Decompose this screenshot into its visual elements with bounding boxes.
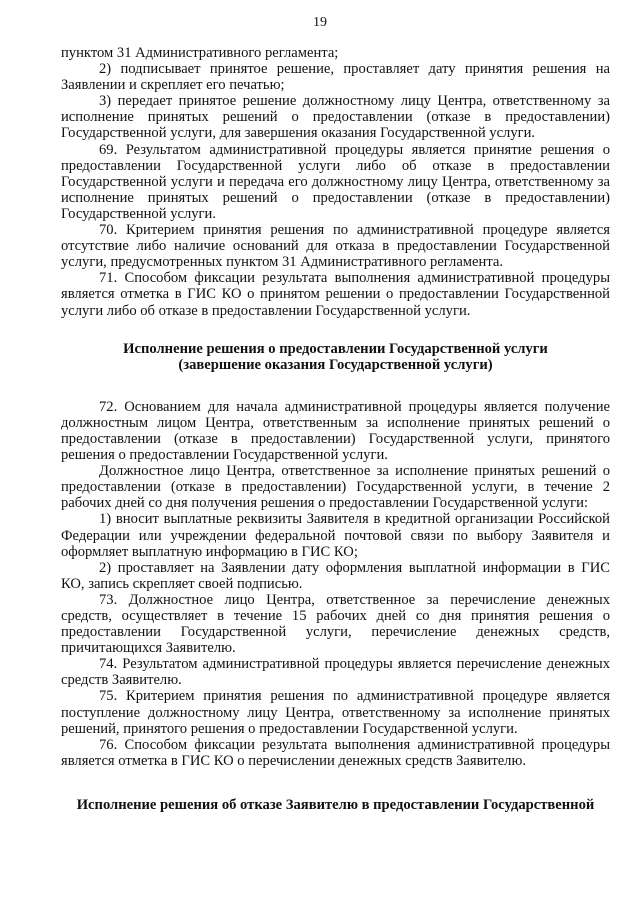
paragraph-item-3: 3) передает принятое решение должностному лицу Центра, ответственному за исполнение принятых решений о предоставлении (отказе в предоставлении) Государственной услуги, для завершения оказания Государственной услуги. <box>61 93 610 142</box>
paragraph-71: 71. Способом фиксации результата выполнения административной процедуры является отметка в ГИС КО о принятом решении о предоставлении Государственной услуги либо об отказе в предоставлении Государственной услуги. <box>61 270 610 319</box>
section-heading-line-2: (завершение оказания Государственной услуги) <box>178 357 493 374</box>
spacer <box>61 319 610 341</box>
paragraph-72-responsible: Должностное лицо Центра, ответственное за исполнение принятых решений о предоставлении (отказе в предоставлении) Государственной услуги, в течение 2 рабочих дней со дня получения решения о предоставлении Государственной услуги: <box>61 463 610 512</box>
paragraph-item-2: 2) подписывает принятое решение, проставляет дату принятия решения на Заявлении и скрепляет его печатью; <box>61 61 610 94</box>
spacer <box>61 769 610 797</box>
paragraph-72: 72. Основанием для начала административной процедуры является получение должностным лицом Центра, ответственным за исполнение принятых решений о предоставлении (отказе в предоставлении) Государственной услуги, принятого решения о предоставлении Государственной услуги. <box>61 398 610 464</box>
spacer <box>61 374 610 399</box>
paragraph-continuation: пунктом 31 Административного регламента; <box>61 45 339 61</box>
paragraph-72-item-2: 2) проставляет на Заявлении дату оформления выплатной информации в ГИС КО, запись скрепляет своей подписью. <box>61 559 610 592</box>
page-number: 19 <box>313 15 327 30</box>
paragraph-75: 75. Критерием принятия решения по административной процедуре является поступление должностному лицу Центра, ответственному за исполнение принятых решений, принятого решения о предоставлении Государственной услуги. <box>61 688 610 737</box>
section-heading-line-1: Исполнение решения о предоставлении Государственной услуги <box>123 340 548 357</box>
paragraph-72-item-1: 1) вносит выплатные реквизиты Заявителя в кредитной организации Российской Федерации или учреждении федеральной почтовой связи по выбору Заявителя и оформляет выплатную информацию в ГИС КО; <box>61 511 610 560</box>
paragraph-76: 76. Способом фиксации результата выполнения административной процедуры является отметка в ГИС КО о перечислении денежных средств Заявителю. <box>61 736 610 769</box>
paragraph-69: 69. Результатом административной процедуры является принятие решения о предоставлении Государственной услуги либо об отказе в предоставлении Государственной услуги и передача его должностному лицу Центра, ответственному за исполнение принятых решений о предоставлении (отказе в предоставлении) Государственной услуги. <box>61 141 610 222</box>
paragraph-70: 70. Критерием принятия решения по административной процедуре является отсутствие либо наличие оснований для отказа в предоставлении Государственной услуги, предусмотренных пунктом 31 Административного регламента. <box>61 222 610 271</box>
document-body <box>61 45 610 814</box>
section-heading-2-line-1: Исполнение решения об отказе Заявителю в предоставлении Государственной <box>76 796 595 813</box>
paragraph-74: 74. Результатом административной процедуры является перечисление денежных средств Заявителю. <box>61 656 610 689</box>
paragraph-73: 73. Должностное лицо Центра, ответственное за перечисление денежных средств, осуществляет в течение 15 рабочих дней со дня принятия решения о предоставлении Государственной услуги, перечисление денежных средств, причитающихся Заявителю. <box>61 591 610 657</box>
